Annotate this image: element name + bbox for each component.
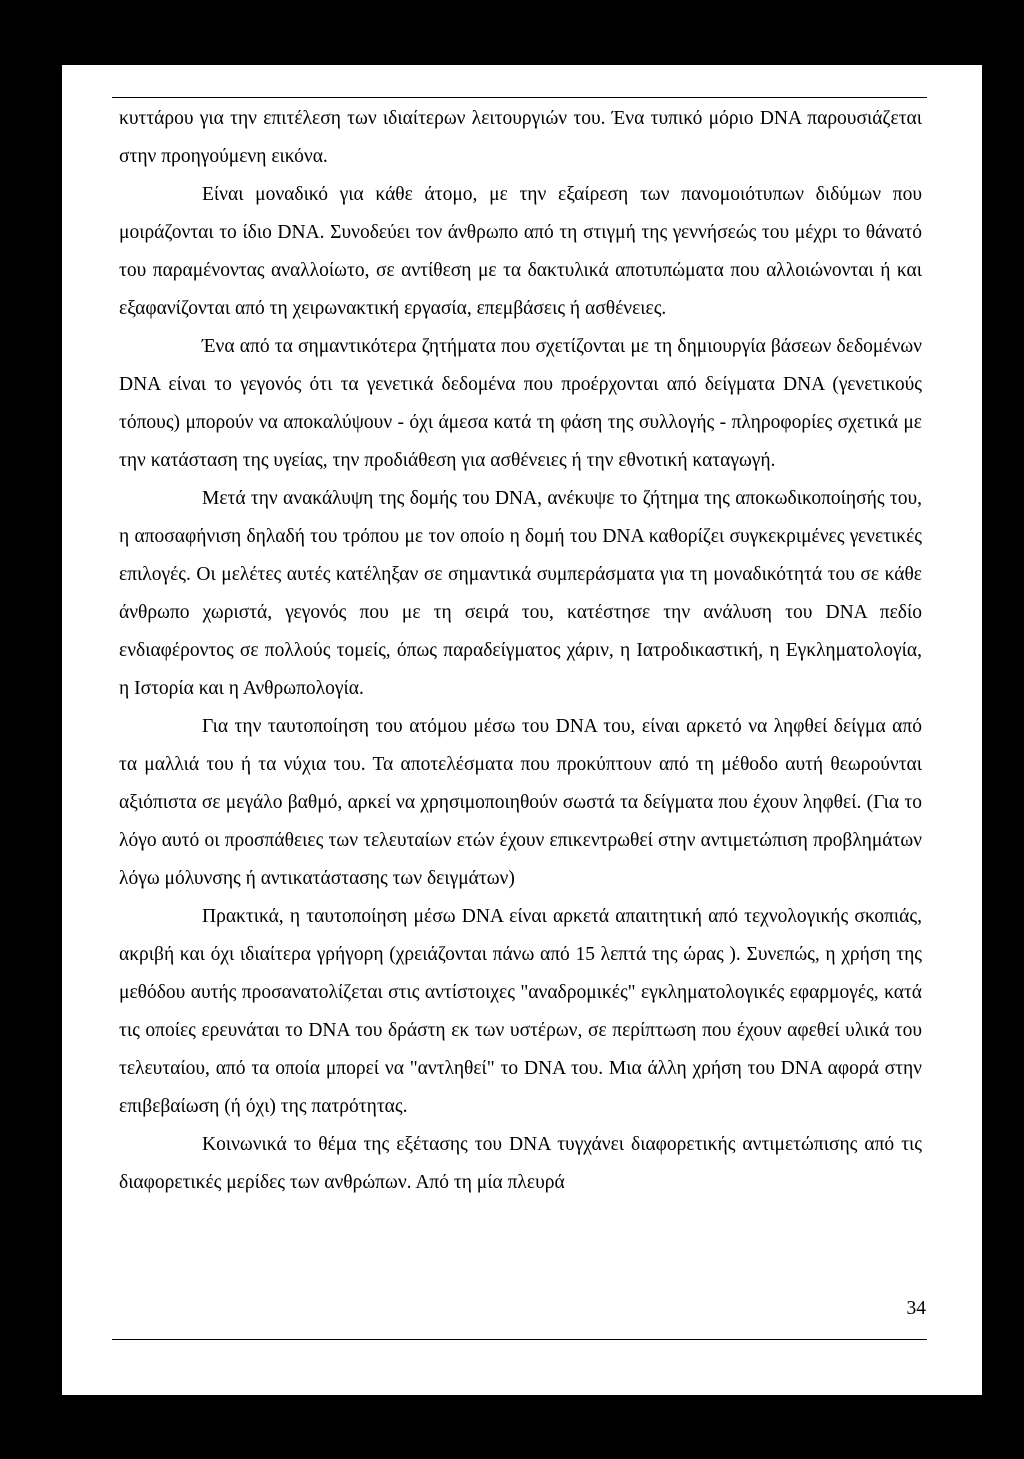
paragraph: Για την ταυτοποίηση του ατόμου μέσω του DNA του, είναι αρκετό να ληφθεί δείγμα από τα μαλλιά του ή τα νύχια του. Τα αποτελέσματα που προκύπτουν από τη μέθοδο αυτή θεωρούνται αξιόπιστα σε μεγάλο βαθμό, αρκεί να χρησιμοποιηθούν σωστά τα δείγματα που έχουν ληφθεί. (Για το λόγο αυτό οι προσπάθειες των τελευταίων ετών έχουν επικεντρωθεί στην αντιμετώπιση προβλημάτων λόγω μόλυνσης ή αντικατάστασης των δειγμάτων) [119, 716, 922, 889]
paragraph: Ένα από τα σημαντικότερα ζητήματα που σχετίζονται με τη δημιουργία βάσεων δεδομένων DNA είναι το γεγονός ότι τα γενετικά δεδομένα που προέρχονται από δείγματα DNA (γενετικούς τόπους) μπορούν να αποκαλύψουν - όχι άμεσα κατά τη φάση της συλλογής - πληροφορίες σχετικά με την κατάσταση της υγείας, την προδιάθεση για ασθένειες ή την εθνοτική καταγωγή. [119, 336, 922, 471]
document-page [62, 65, 982, 1395]
paragraph: Πρακτικά, η ταυτοποίηση μέσω DNA είναι αρκετά απαιτητική από τεχνολογικής σκοπιάς, ακριβή και όχι ιδιαίτερα γρήγορη (χρειάζονται πάνω από 15 λεπτά της ώρας ). Συνεπώς, η χρήση της μεθόδου αυτής προσανατολίζεται στις αντίστοιχες "αναδρομικές" εγκληματολογικές εφαρμογές, κατά τις οποίες ερευνάται το DNA του δράστη εκ των υστέρων, σε περίπτωση που έχουν αφεθεί υλικά του τελευταίου, από τα οποία μπορεί να "αντληθεί" το DNA του. Μια άλλη χρήση του DNA αφορά στην επιβεβαίωση (ή όχι) της πατρότητας. [119, 906, 922, 1117]
footer-rule [112, 1339, 927, 1340]
paragraph: Κοινωνικά το θέμα της εξέτασης του DNA τυγχάνει διαφορετικής αντιμετώπισης από τις διαφορετικές μερίδες των ανθρώπων. Από τη μία πλευρά [119, 1134, 922, 1193]
page-number: 34 [906, 1298, 926, 1319]
paragraph: κυττάρου για την επιτέλεση των ιδιαίτερων λειτουργιών του. Ένα τυπικό μόριο DNA παρουσιάζεται στην προηγούμενη εικόνα. [119, 108, 922, 167]
header-rule [112, 97, 927, 98]
paragraph: Μετά την ανακάλυψη της δομής του DNA, ανέκυψε το ζήτημα της αποκωδικοποίησής του, η αποσαφήνιση δηλαδή του τρόπου με τον οποίο η δομή του DNA καθορίζει συγκεκριμένες γενετικές επιλογές. Οι μελέτες αυτές κατέληξαν σε σημαντικά συμπεράσματα για τη μοναδικότητά του σε κάθε άνθρωπο χωριστά, γεγονός που με τη σειρά του, κατέστησε την ανάλυση του DNA πεδίο ενδιαφέροντος σε πολλούς τομείς, όπως παραδείγματος χάριν, η Ιατροδικαστική, η Εγκληματολογία, η Ιστορία και η Ανθρωπολογία. [119, 488, 922, 699]
body-text [119, 100, 922, 1202]
paragraph: Είναι μοναδικό για κάθε άτομο, με την εξαίρεση των πανομοιότυπων διδύμων που μοιράζονται το ίδιο DNA. Συνοδεύει τον άνθρωπο από τη στιγμή της γεννήσεώς του μέχρι το θάνατό του παραμένοντας αναλλοίωτο, σε αντίθεση με τα δακτυλικά αποτυπώματα που αλλοιώνονται ή και εξαφανίζονται από τη χειρωνακτική εργασία, επεμβάσεις ή ασθένειες. [119, 184, 922, 319]
